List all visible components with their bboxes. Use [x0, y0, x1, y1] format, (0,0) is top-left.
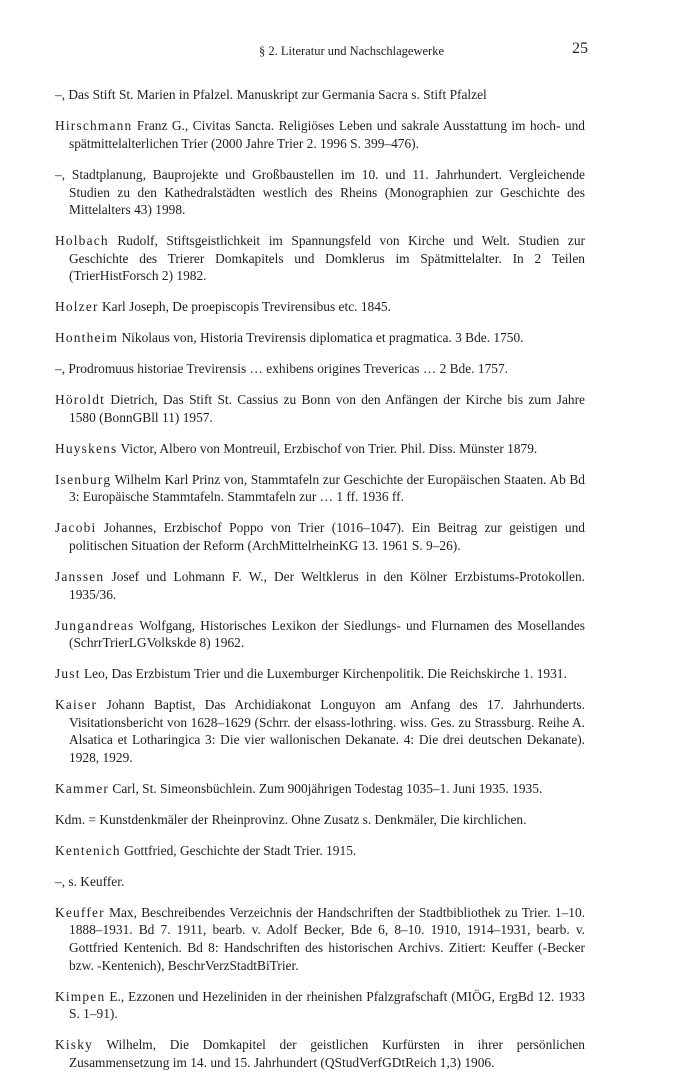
- entry-text: Dietrich, Das Stift St. Cassius zu Bonn von den Anfängen der Kirche bis zum Jahre 1580 (BonnGBll 11) 1957.: [69, 392, 585, 425]
- bibliography-entry: [55, 329, 585, 347]
- bibliography-entry: [55, 617, 585, 652]
- bibliography-entry: [55, 471, 585, 506]
- bibliography-entry: [55, 1036, 585, 1071]
- entry-author: Just: [55, 666, 81, 682]
- bibliography-entry: [55, 811, 585, 829]
- entry-author: Jungandreas: [55, 617, 135, 633]
- entry-text: Josef und Lohmann F. W., Der Weltklerus in den Kölner Erzbistums-Protokollen. 1935/36.: [69, 568, 585, 602]
- entry-text: Wilhelm, Die Domkapitel der geistlichen Kurfürsten in ihrer persönlichen Zusammensetzung im 14. und 15. Jahrhundert (QStudVerfGDtReich 1,3) 1906.: [69, 1037, 585, 1070]
- bibliography-entry: [55, 519, 585, 554]
- entry-text: Franz G., Civitas Sancta. Religiöses Leben und sakrale Ausstattung im hoch- und spätmittelalterlichen Trier (2000 Jahre Trier 2. 1996 S. 399–476).: [69, 118, 585, 151]
- entry-author: Janssen: [55, 568, 105, 584]
- entry-text: Gottfried, Geschichte der Stadt Trier. 1915.: [120, 842, 357, 858]
- entry-text: Wolfgang, Historisches Lexikon der Siedlungs- und Flurnamen des Mosellandes (SchrrTrierLGVolkskde 8) 1962.: [69, 617, 585, 651]
- bibliography-entry: [55, 166, 585, 219]
- entry-text: –, Stadtplanung, Bauprojekte und Großbaustellen im 10. und 11. Jahrhundert. Vergleichende Studien zu den Kathedralstädten westlich des Rheins (Monographien zur Geschichte des Mittelalters 43) 1998.: [55, 166, 585, 218]
- entry-author: Huyskens: [55, 440, 118, 456]
- entry-author: Jacobi: [55, 520, 97, 536]
- entry-text: E., Ezzonen und Hezeliniden in der rheinishen Pfalzgrafschaft (MIÖG, ErgBd 12. 1933 S. 1–91).: [69, 988, 585, 1022]
- entry-text: Karl Joseph, De proepiscopis Trevirensibus etc. 1845.: [98, 299, 391, 315]
- entry-author: Holbach: [55, 233, 109, 249]
- bibliography-entry: [55, 904, 585, 974]
- entry-author: Hirschmann: [55, 118, 133, 134]
- entry-text: –, s. Keuffer.: [55, 873, 125, 889]
- entry-text: Nikolaus von, Historia Trevirensis diplomatica et pragmatica. 3 Bde. 1750.: [118, 330, 524, 346]
- bibliography-entry: [55, 298, 585, 316]
- entry-text: Victor, Albero von Montreuil, Erzbischof von Trier. Phil. Diss. Münster 1879.: [117, 440, 538, 456]
- entry-text: Leo, Das Erzbistum Trier und die Luxemburger Kirchenpolitik. Die Reichskirche 1. 1931.: [80, 666, 567, 682]
- bibliography-entry: [55, 440, 585, 458]
- entry-text: Wilhelm Karl Prinz von, Stammtafeln zur Geschichte der Europäischen Staaten. Ab Bd 3: Europäische Stammtafeln. Stammtafeln zur … 1 ff. 1936 ff.: [69, 471, 585, 505]
- entry-author: Kimpen: [55, 988, 106, 1004]
- entry-text: –, Das Stift St. Marien in Pfalzel. Manuskript zur Germania Sacra s. Stift Pfalzel: [55, 87, 487, 103]
- bibliography-entry: [55, 568, 585, 603]
- entry-text: –, Prodromuus historiae Trevirensis … exhibens origines Trevericas … 2 Bde. 1757.: [55, 361, 509, 377]
- bibliography-entry: [55, 86, 585, 104]
- entry-author: Höroldt: [55, 392, 106, 408]
- bibliography-entry: [55, 873, 585, 891]
- bibliography-entry: [55, 391, 585, 426]
- bibliography-entry: [55, 696, 585, 766]
- entry-author: Holzer: [55, 299, 99, 315]
- entry-author: Kisky: [55, 1037, 93, 1053]
- running-header: [55, 40, 588, 62]
- entry-text: Johannes, Erzbischof Poppo von Trier (1016–1047). Ein Beitrag zur geistigen und politischen Situation der Reform (ArchMittelrheinKG 13. 1961 S. 9–26).: [69, 520, 585, 553]
- header-title: § 2. Literatur und Nachschlagewerke: [259, 44, 444, 58]
- entry-text: Carl, St. Simeonsbüchlein. Zum 900jährigen Todestag 1035–1. Juni 1935. 1935.: [109, 780, 543, 796]
- entry-author: Kentenich: [55, 842, 121, 858]
- bibliography-entry: [55, 360, 585, 378]
- bibliography-entry: [55, 117, 585, 152]
- bibliography-entry: [55, 232, 585, 285]
- bibliography-list: [55, 73, 585, 1078]
- entry-author: Keuffer: [55, 904, 105, 920]
- bibliography-entry: [55, 842, 585, 860]
- bibliography-entry: [55, 988, 585, 1023]
- page-number: 25: [572, 40, 588, 57]
- entry-author: Isenburg: [55, 471, 112, 487]
- entry-author: Hontheim: [55, 330, 119, 346]
- entry-author: Kammer: [55, 780, 110, 796]
- entry-author: Kaiser: [55, 697, 98, 713]
- entry-text: Max, Beschreibendes Verzeichnis der Handschriften der Stadtbibliothek zu Trier. 1–10. 1888–1931. Bd 7. 1911, bearb. v. Adolf Becker, Bde 6, 8–10. 1910, 1914–1931, bearb. v. Gottfried Kentenich. Bd 8: Handschriften des historischen Archivs. Zitiert: Keuffer (-Becker bzw. -Kentenich), BeschrVerzStadtBiTrier.: [69, 904, 585, 973]
- bibliography-entry: [55, 665, 585, 683]
- entry-text: Rudolf, Stiftsgeistlichkeit im Spannungsfeld von Kirche und Welt. Studien zur Geschichte des Trierer Domkapitels und Domklerus im Spätmittelalter. In 2 Teilen (TrierHistForsch 2) 1982.: [69, 233, 585, 284]
- entry-text: Kdm. = Kunstdenkmäler der Rheinprovinz. Ohne Zusatz s. Denkmäler, Die kirchlichen.: [55, 811, 527, 827]
- entry-text: Johann Baptist, Das Archidiakonat Longuyon am Anfang des 17. Jahrhunderts. Visitationsbericht von 1628–1629 (Schrr. der elsass-lothring. wiss. Ges. zu Strassburg. Reihe A. Alsatica et Lotharingica 3: Die vier wallonischen Dekanate. 4: Die drei deutschen Dekanate). 1928, 1929.: [69, 697, 585, 765]
- bibliography-entry: [55, 780, 585, 798]
